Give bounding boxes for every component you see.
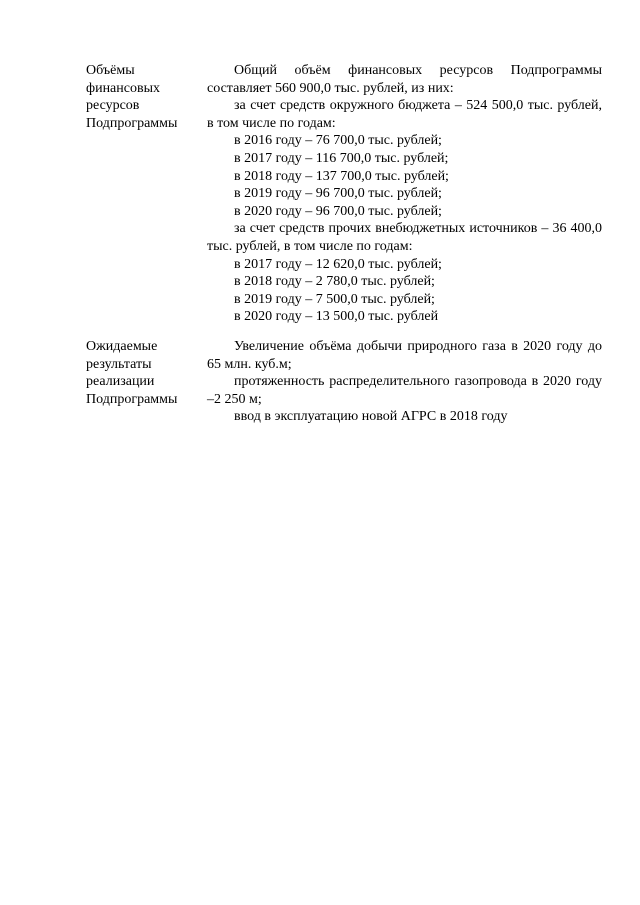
results-agrs-paragraph: ввод в эксплуатацию новой АГРС в 2018 году bbox=[234, 409, 508, 425]
financing-year-item: в 2019 году – 7 500,0 тыс. рублей; bbox=[234, 291, 435, 307]
results-label-line: Ожидаемые bbox=[86, 339, 158, 354]
financing-label-line: финансовых bbox=[86, 80, 160, 96]
financing-year-item: в 2020 году – 13 500,0 тыс. рублей bbox=[234, 309, 439, 325]
financing-year-item: в 2017 году – 116 700,0 тыс. рублей; bbox=[234, 150, 449, 166]
results-pipeline-paragraph: протяженность распределительного газопровода в 2020 году –2 250 м; bbox=[207, 374, 602, 407]
results-gas-production-paragraph: Увеличение объёма добычи природного газа в 2020 году до 65 млн. куб.м; bbox=[207, 339, 602, 372]
financing-total-paragraph: Общий объём финансовых ресурсов Подпрограммы составляет 560 900,0 тыс. рублей, из них: bbox=[207, 63, 602, 96]
results-label bbox=[86, 338, 196, 408]
financing-year-item: в 2020 году – 96 700,0 тыс. рублей; bbox=[234, 203, 442, 219]
results-label-line: реализации bbox=[86, 374, 155, 390]
financing-year-item: в 2019 году – 96 700,0 тыс. рублей; bbox=[234, 186, 442, 202]
results-label-line: Подпрограммы bbox=[86, 391, 178, 407]
financing-year-item: в 2018 году – 2 780,0 тыс. рублей; bbox=[234, 274, 435, 290]
financing-year-item: в 2017 году – 12 620,0 тыс. рублей; bbox=[234, 256, 442, 272]
results-text bbox=[207, 338, 602, 426]
financing-label-line: Объёмы bbox=[86, 63, 135, 78]
results-label-line: результаты bbox=[86, 356, 152, 372]
financing-label-line: ресурсов bbox=[86, 98, 140, 114]
financing-year-item: в 2016 году – 76 700,0 тыс. рублей; bbox=[234, 133, 442, 149]
financing-district-budget-paragraph: за счет средств окружного бюджета – 524 500,0 тыс. рублей, в том числе по годам: bbox=[207, 98, 602, 131]
financing-text bbox=[207, 62, 602, 326]
financing-label bbox=[86, 62, 196, 132]
financing-extrabudgetary-paragraph: за счет средств прочих внебюджетных источников – 36 400,0 тыс. рублей, в том числе по годам: bbox=[207, 221, 602, 254]
financing-year-item: в 2018 году – 137 700,0 тыс. рублей; bbox=[234, 168, 449, 184]
financing-label-line: Подпрограммы bbox=[86, 115, 178, 131]
